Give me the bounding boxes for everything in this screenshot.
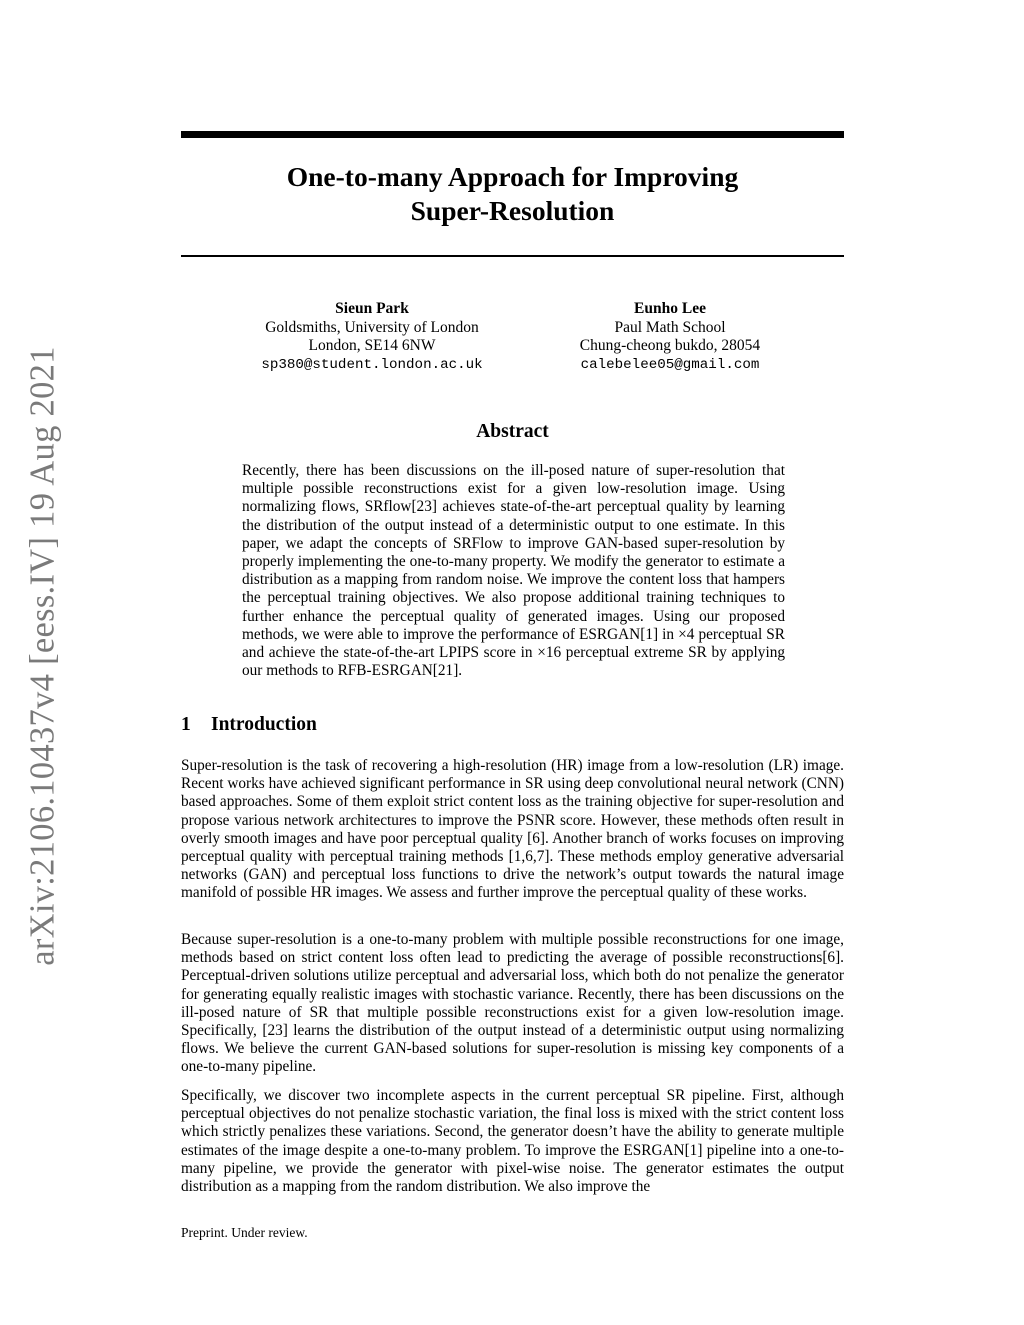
- author-block-1: [242, 300, 502, 374]
- title-top-rule: [181, 131, 844, 138]
- paper-title-line-1: One-to-many Approach for Improving: [286, 161, 739, 192]
- author-address: London, SE14 6NW: [308, 337, 436, 355]
- section-number: 1: [181, 714, 191, 735]
- author-address: Chung-cheong bukdo, 28054: [579, 337, 761, 355]
- author-email[interactable]: calebelee05@gmail.com: [580, 356, 760, 373]
- intro-paragraph-1: Super-resolution is the task of recovering a high-resolution (HR) image from a low-resolution (LR) image. Recent works have achieved significant performance in SR using deep convolutional neural network (CNN) based approaches. Some of them exploit strict content loss as the training objective for super-resolution and propose various network architectures to improve the PSNR score. However, these methods often result in overly smooth images and have poor perceptual quality [6]. Another branch of works focuses on improving perceptual quality with perceptual training methods [1,6,7]. These methods employ generative adversarial networks (GAN) and perceptual loss functions to drive the network’s output towards the natural image manifold of possible HR images. We assess and further improve the perceptual quality of these works.: [181, 757, 844, 902]
- paper-title-line-2: Super-Resolution: [410, 195, 615, 226]
- author-name: Sieun Park: [335, 300, 409, 317]
- abstract-text: Recently, there has been discussions on the ill-posed nature of super-resolution that multiple possible reconstructions exist for a given low-resolution image. Using normalizing flows, SRflow[23] achieves state-of-the-art perceptual quality by learning the distribution of the output instead of a deterministic output to one estimate. In this paper, we adapt the concepts of SRFlow to improve GAN-based super-resolution by properly implementing the one-to-many property. We modify the generator to estimate a distribution as a mapping from random noise. We improve the content loss that hampers the perceptual training objectives. We also propose additional training techniques to further enhance the perceptual quality of generated images. Using our proposed methods, we were able to improve the performance of ESRGAN[1] in ×4 perceptual SR and achieve the state-of-the-art LPIPS score in ×16 perceptual extreme SR by applying our methods to RFB-ESRGAN[21].: [242, 462, 785, 680]
- author-email[interactable]: sp380@student.london.ac.uk: [261, 356, 483, 373]
- abstract-heading: Abstract: [476, 421, 549, 442]
- author-name: Eunho Lee: [634, 300, 706, 317]
- paper-title: [181, 160, 844, 228]
- title-bottom-rule: [181, 255, 844, 257]
- preprint-footer-note: Preprint. Under review.: [181, 1225, 308, 1240]
- section-title: Introduction: [211, 714, 317, 735]
- intro-paragraph-3: Specifically, we discover two incomplete aspects in the current perceptual SR pipeline. First, although perceptual objectives do not penalize stochastic variation, the final loss is mixed with the strict content loss which strictly penalizes these variations. Second, the generator doesn’t have the ability to generate multiple estimates of the image despite a one-to-many problem. To improve the ESRGAN[1] pipeline into a one-to-many pipeline, we provide the generator with pixel-wise noise. The generator estimates the output distribution as a mapping from the random distribution. We also improve the: [181, 1087, 844, 1196]
- author-affiliation: Paul Math School: [614, 318, 726, 336]
- arxiv-side-label: arXiv:2106.10437v4 [eess.IV] 19 Aug 2021: [23, 346, 62, 966]
- section-heading-introduction: [181, 714, 317, 736]
- author-affiliation: Goldsmiths, University of London: [265, 318, 479, 336]
- intro-paragraph-2: Because super-resolution is a one-to-many problem with multiple possible reconstructions for one image, methods based on strict content loss often lead to predicting the average of possible reconstructions[6]. Perceptual-driven solutions utilize perceptual and adversarial loss, which both do not penalize the generator for generating equally realistic images with stochastic variance. Recently, there has been discussions on the ill-posed nature of SR that multiple possible reconstructions exist for a given low-resolution image. Specifically, [23] learns the distribution of the output instead of a deterministic output using normalizing flows. We believe the current GAN-based solutions for super-resolution is missing key components of a one-to-many pipeline.: [181, 931, 844, 1076]
- author-block-2: [540, 300, 800, 374]
